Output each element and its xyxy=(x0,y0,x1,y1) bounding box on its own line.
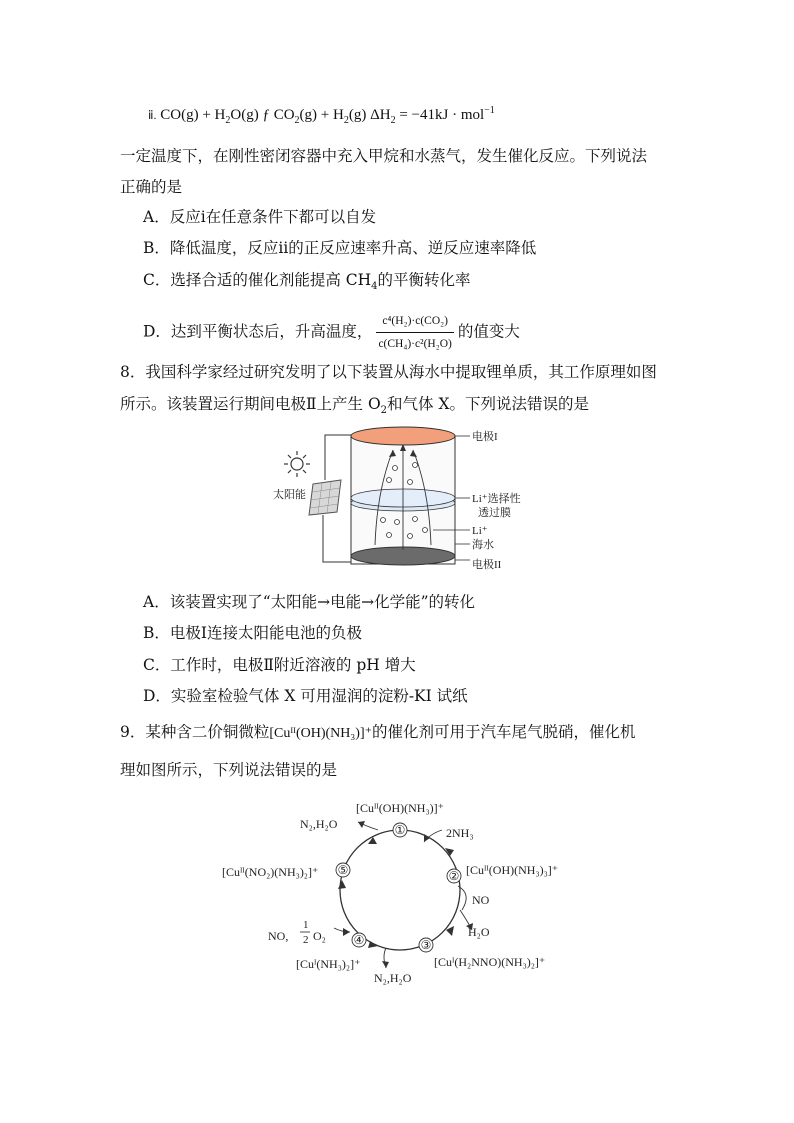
q9-stem-line2: 理如图所示，下列说法错误的是 xyxy=(120,761,338,779)
catalyst-formula: [Cuᴵᴵ(OH)(NH₃)]⁺ xyxy=(269,726,372,741)
half-denominator: 2 xyxy=(303,934,309,946)
o2-label: O₂ xyxy=(313,929,326,943)
node-1: ① xyxy=(394,823,406,837)
electrode-1-label: 电极I xyxy=(472,431,498,443)
input-no-o2: NO, xyxy=(268,929,289,943)
species-4: [Cuᴵ(NH₃)₂]⁺ xyxy=(296,957,361,971)
input-no: NO xyxy=(472,893,490,907)
output-n2-h2o-bottom: N₂,H₂O xyxy=(374,971,412,985)
solar-label: 太阳能 xyxy=(273,489,306,501)
node-5: ⑤ xyxy=(337,863,349,877)
output-n2-h2o-top: N₂,H₂O xyxy=(300,817,338,831)
equilibrium-fraction: $\frac{\text{c⁴(H₂)·c(CO₂)}}{\text{c(CH₄)·c²(H₂O)}}$ xyxy=(376,311,453,354)
q8-option-b: B．电极Ⅰ连接太阳能电池的负极 xyxy=(143,624,363,642)
species-2: [Cuᴵᴵ(OH)(NH₃)₃]⁺ xyxy=(466,863,559,877)
species-5: [Cuᴵᴵ(NO₂)(NH₃)₂]⁺ xyxy=(222,865,319,879)
half-numerator: 1 xyxy=(303,919,309,931)
q7-option-a: A．反应ⅰ在任意条件下都可以自发 xyxy=(143,208,377,226)
electrode-1-plate xyxy=(351,427,455,445)
output-h2o: H₂O xyxy=(468,925,490,939)
membrane-label-2: 透过膜 xyxy=(478,507,511,519)
q8-option-c: C．工作时，电极Ⅱ附近溶液的 pH 增大 xyxy=(143,656,416,674)
node-3: ③ xyxy=(420,938,432,952)
q7-option-d: D．达到平衡状态后，升高温度， $\frac{\text{c⁴(H₂)·c(CO₂)}}{\text{c(CH₄)·c²(H₂O)}}$ 的值变大 xyxy=(143,311,520,354)
lithium-extraction-figure xyxy=(265,420,565,580)
reaction-ii-label: ⅱ. xyxy=(148,108,157,122)
q8-option-a: A．该装置实现了“太阳能→电能→化学能”的转化 xyxy=(143,593,476,611)
q8-option-d: D．实验室检验气体 X 可用湿润的淀粉-KI 试纸 xyxy=(143,687,468,705)
node-4: ④ xyxy=(353,933,365,947)
q7-option-b: B．降低温度，反应ⅱ的正反应速率升高、逆反应速率降低 xyxy=(143,239,537,257)
q9-stem-line1: 9．某种含二价铜微粒[Cuᴵᴵ(OH)(NH₃)]⁺的催化剂可用于汽车尾气脱硝，催化机 xyxy=(120,723,636,741)
seawater-label: 海水 xyxy=(472,539,494,551)
node-2: ② xyxy=(448,869,460,883)
membrane-label-1: Li⁺选择性 xyxy=(472,493,521,505)
q7-stem-line2: 正确的是 xyxy=(120,178,183,196)
species-3: [Cuᴵ(H₂NNO)(NH₃)₂]⁺ xyxy=(434,955,546,969)
input-2nh3: 2NH₃ xyxy=(446,826,474,840)
li-ion-label: Li⁺ xyxy=(472,525,488,537)
cycle-ring xyxy=(337,830,460,950)
reaction-ii: ⅱ. $CO(g) + H_2O(g)$ ƒ $CO_2(g) + H_2(g) \Delta H_2 = -41kJ \cdot mol^{-1}$ xyxy=(148,105,495,126)
catalytic-cycle-diagram xyxy=(210,790,590,990)
solar-panel xyxy=(309,480,341,515)
sun-icon xyxy=(284,451,310,477)
q8-stem-line1: 8．我国科学家经过研究发明了以下装置从海水中提取锂单质，其工作原理如图 xyxy=(120,363,657,381)
electrode-2-label: 电极II xyxy=(472,559,502,571)
q7-option-c: C．选择合适的催化剂能提高 $CH_4$的平衡转化率 xyxy=(143,271,471,293)
q7-stem-line1: 一定温度下，在刚性密闭容器中充入甲烷和水蒸气，发生催化反应。下列说法 xyxy=(120,147,648,165)
species-1: [Cuᴵᴵ(OH)(NH₃)]⁺ xyxy=(356,801,444,815)
q8-stem-line2: 所示。该装置运行期间电极Ⅱ上产生 $O_2$和气体 X。下列说法错误的是 xyxy=(120,395,590,417)
